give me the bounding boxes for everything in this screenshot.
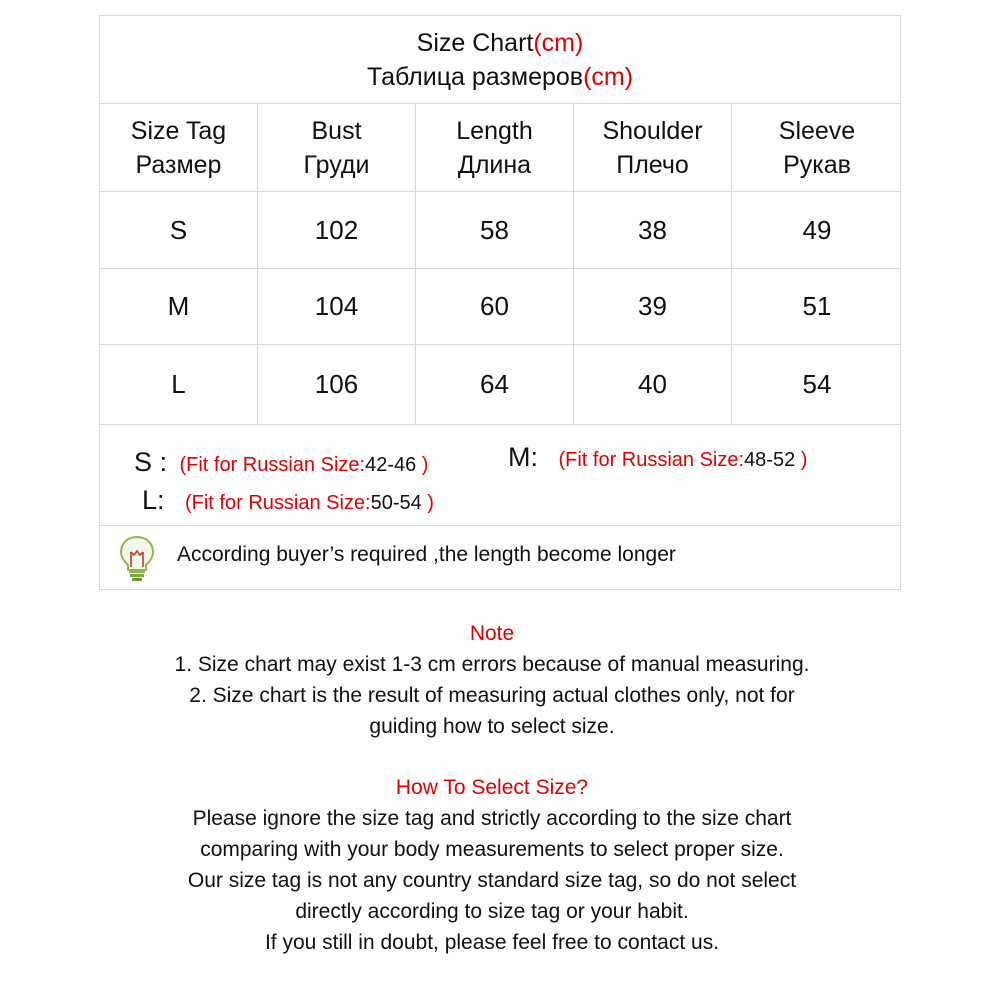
fit-l-label: L:: [142, 485, 165, 515]
title-en: Size Chart: [416, 29, 534, 57]
note-line: 2. Size chart is the result of measuring actual clothes only, not for: [189, 684, 795, 707]
fit-s-close: ): [416, 454, 429, 476]
header-bust: Bust Груди: [258, 104, 416, 191]
select-line: If you still in doubt, please feel free to contact us.: [264, 931, 720, 954]
shoulder-cell: 38: [574, 192, 732, 268]
title-ru-unit: (cm): [583, 63, 634, 91]
note-line: 1. Size chart may exist 1-3 cm errors because of manual measuring.: [174, 653, 810, 676]
note-heading: Note: [469, 622, 515, 645]
sleeve-cell: 54: [802, 369, 832, 399]
size-cell: S: [100, 192, 258, 268]
fit-l-close: ): [421, 492, 434, 514]
title-en-unit: (cm): [533, 29, 584, 57]
bust-cell: 104: [258, 269, 416, 344]
fit-s: [134, 447, 428, 478]
shoulder-cell: 39: [574, 269, 732, 344]
table-header-row: [100, 104, 900, 192]
fit-m-range: 48-52: [744, 449, 796, 471]
bust-cell: 102: [258, 192, 416, 268]
header-shoulder: Shoulder Плечо: [574, 104, 732, 191]
fit-m-label: M:: [508, 442, 538, 472]
fit-s-label: S :: [134, 447, 168, 477]
fit-s-range: 42-46: [365, 454, 417, 476]
header-sleeve: Sleeve Рукав: [778, 116, 856, 179]
table-row: [100, 269, 900, 345]
fit-l-text: (Fit for Russian Size:: [184, 492, 371, 514]
sleeve-cell: 49: [802, 214, 832, 245]
select-line: directly according to size tag or your habit.: [295, 900, 689, 923]
fit-m-close: ): [795, 449, 808, 471]
select-line: Our size tag is not any country standard size tag, so do not select: [187, 869, 797, 892]
header-length: Length Длина: [416, 104, 574, 191]
select-line: Please ignore the size tag and strictly according to the size chart: [192, 807, 792, 830]
note-line: guiding how to select size.: [369, 715, 615, 738]
length-cell: 60: [416, 269, 574, 344]
size-cell: L: [100, 345, 258, 424]
bust-cell: 106: [258, 345, 416, 424]
fit-s-text: (Fit for Russian Size:: [179, 454, 366, 476]
lightbulb-icon: [118, 534, 156, 582]
title-ru: Таблица размеров: [366, 63, 584, 91]
russian-size-fit: [100, 425, 900, 526]
fit-l: [142, 485, 434, 516]
length-cell: 58: [416, 192, 574, 268]
notes-section: [0, 618, 984, 958]
header-size-tag: Size Tag Размер: [100, 104, 258, 191]
select-heading: How To Select Size?: [395, 776, 589, 799]
chart-title: [100, 16, 900, 104]
shoulder-cell: 40: [574, 345, 732, 424]
fit-l-range: 50-54: [370, 492, 422, 514]
size-chart: [99, 15, 901, 590]
table-row: [100, 192, 900, 269]
fit-m-text: (Fit for Russian Size:: [558, 449, 745, 471]
fit-m: [508, 442, 807, 473]
size-cell: M: [100, 269, 258, 344]
tip-text: According buyer’s required ,the length become longer: [177, 543, 676, 566]
select-line: comparing with your body measurements to select proper size.: [200, 838, 784, 861]
length-cell: 64: [416, 345, 574, 424]
length-tip: [100, 526, 900, 589]
table-row: [100, 345, 900, 425]
sleeve-cell: 51: [802, 291, 832, 321]
